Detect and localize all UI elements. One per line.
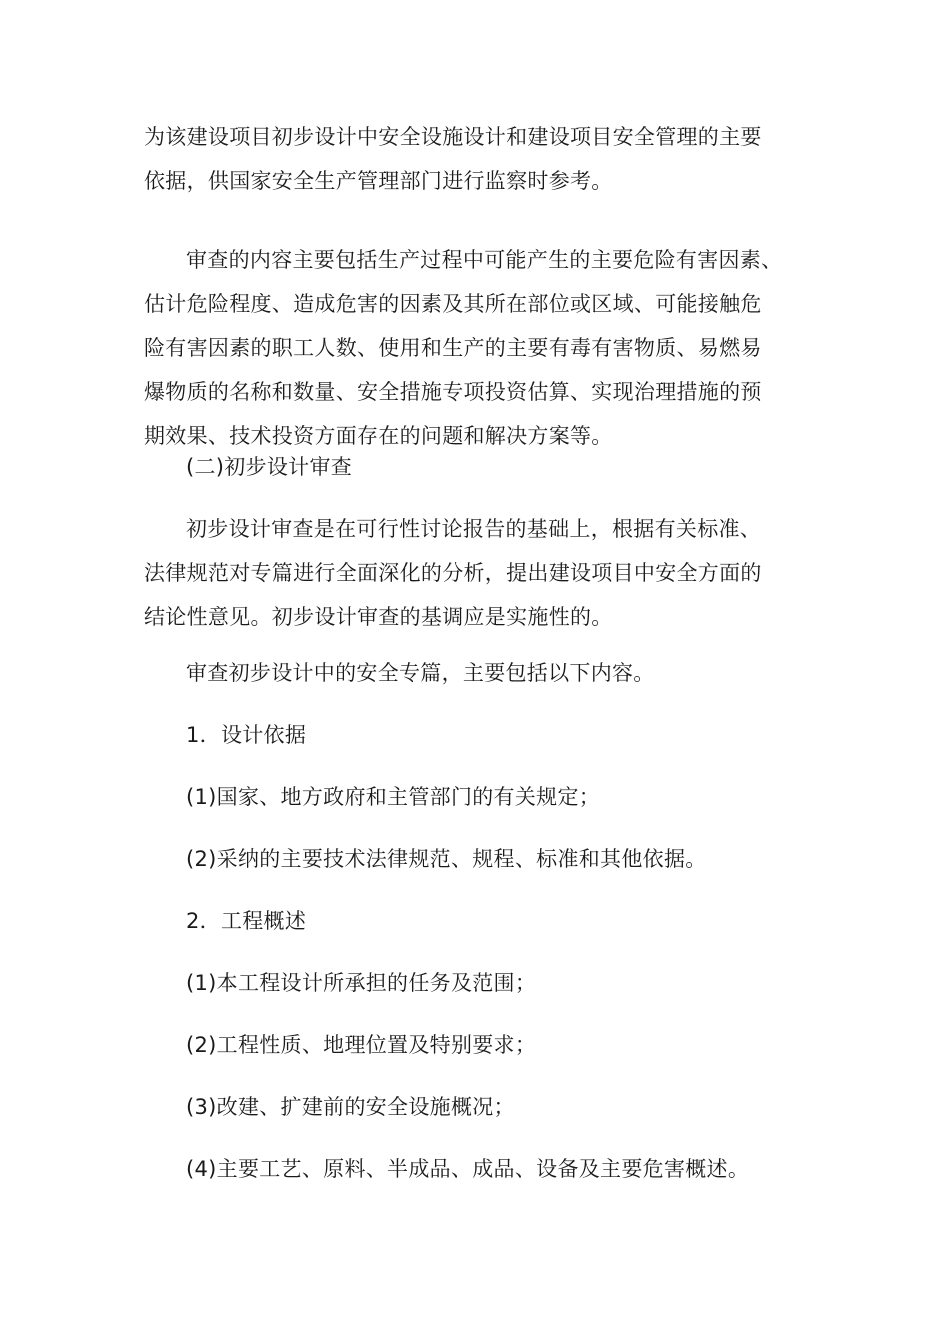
list-item-project-overview-2: (2)工程性质、地理位置及特别要求； xyxy=(186,1033,537,1057)
list-heading-project-overview: 2．工程概述 xyxy=(186,909,307,933)
list-item-design-basis-2: (2)采纳的主要技术法律规范、规程、标准和其他依据。 xyxy=(186,847,707,871)
section-heading-preliminary-design-review: (二)初步设计审查 xyxy=(186,455,353,479)
list-heading-design-basis: 1．设计依据 xyxy=(186,723,307,747)
paragraph-2-line-3: 险有害因素的职工人数、使用和生产的主要有毒有害物质、易燃易 xyxy=(144,336,762,360)
paragraph-4 xyxy=(144,507,804,639)
paragraph-2-line-4: 爆物质的名称和数量、安全措施专项投资估算、实现治理措施的预 xyxy=(144,380,762,404)
paragraph-5: 审查初步设计中的安全专篇，主要包括以下内容。 xyxy=(186,661,655,685)
paragraph-1 xyxy=(144,115,804,203)
paragraph-2-line-1: 审查的内容主要包括生产过程中可能产生的主要危险有害因素、 xyxy=(186,248,783,272)
paragraph-2-line-5: 期效果、技术投资方面存在的问题和解决方案等。 xyxy=(144,424,613,448)
list-item-project-overview-3: (3)改建、扩建前的安全设施概况； xyxy=(186,1095,515,1119)
paragraph-4-line-3: 结论性意见。初步设计审查的基调应是实施性的。 xyxy=(144,605,613,629)
paragraph-1-line-1: 为该建设项目初步设计中安全设施设计和建设项目安全管理的主要 xyxy=(144,125,762,149)
list-item-project-overview-1: (1)本工程设计所承担的任务及范围； xyxy=(186,971,537,995)
list-item-design-basis-1: (1)国家、地方政府和主管部门的有关规定； xyxy=(186,785,601,809)
paragraph-4-line-1: 初步设计审查是在可行性讨论报告的基础上，根据有关标准、 xyxy=(186,517,762,541)
paragraph-2-line-2: 估计危险程度、造成危害的因素及其所在部位或区域、可能接触危 xyxy=(144,292,762,316)
list-item-project-overview-4: (4)主要工艺、原料、半成品、成品、设备及主要危害概述。 xyxy=(186,1157,750,1181)
paragraph-1-line-2: 依据，供国家安全生产管理部门进行监察时参考。 xyxy=(144,169,613,193)
paragraph-2 xyxy=(144,238,804,458)
paragraph-4-line-2: 法律规范对专篇进行全面深化的分析，提出建设项目中安全方面的 xyxy=(144,561,762,585)
